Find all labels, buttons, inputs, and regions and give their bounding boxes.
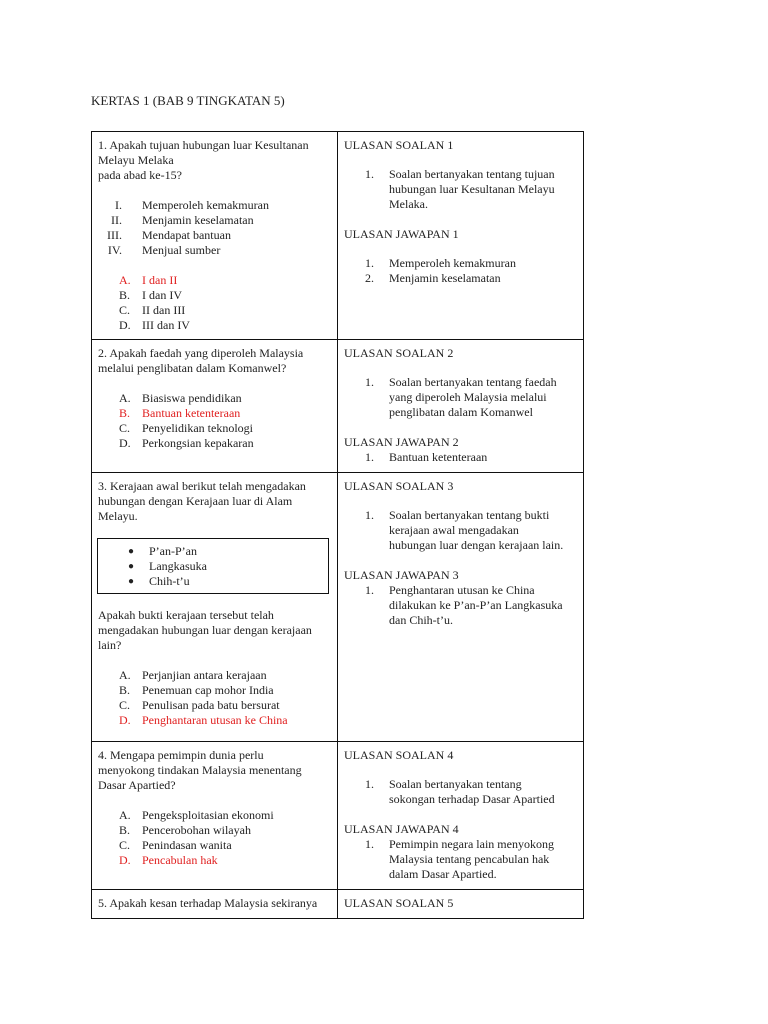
option-text: Penyelidikan teknologi: [142, 421, 253, 435]
option-text: Pengeksploitasian ekonomi: [142, 808, 274, 822]
question-stem: 2. Apakah faedah yang diperoleh Malaysia: [98, 346, 304, 360]
roman-numeral: III.: [107, 228, 122, 242]
list-number: 1.: [365, 583, 374, 597]
review-text: Soalan bertanyakan tentang: [389, 777, 522, 791]
answer-option-correct: [98, 853, 331, 868]
option-text: Pencabulan hak: [142, 853, 218, 867]
review-question-list: [344, 375, 577, 420]
review-text: hubungan luar dengan kerajaan lain.: [389, 538, 564, 552]
roman-item: [98, 213, 331, 228]
option-text: Perkongsian kepakaran: [142, 436, 254, 450]
answer-option: [98, 683, 331, 698]
bullet-text: P’an-P’an: [149, 544, 197, 558]
review-cell-4: [338, 742, 584, 890]
review-cell-2: [338, 340, 584, 473]
option-text: III dan IV: [142, 318, 190, 332]
option-letter: D.: [119, 853, 131, 867]
review-text: Malaysia tentang pencabulan hak: [389, 852, 550, 866]
option-text: Penemuan cap mohor India: [142, 683, 274, 697]
review-text: sokongan terhadap Dasar Apartied: [389, 792, 555, 806]
list-number: 1.: [365, 375, 374, 389]
question-stem: 5. Apakah kesan terhadap Malaysia sekiranya: [98, 896, 318, 910]
review-question-title: ULASAN SOALAN 4: [344, 748, 454, 762]
review-text: kerajaan awal mengadakan: [389, 523, 519, 537]
roman-text: Mendapat bantuan: [142, 228, 231, 242]
question-stem: Melayu.: [98, 509, 138, 523]
review-answer-list: [344, 450, 577, 465]
option-letter: B.: [119, 288, 131, 302]
review-text: dalam Dasar Apartied.: [389, 867, 497, 881]
bullet-item: [98, 559, 328, 574]
review-item: [344, 508, 577, 553]
review-item: [344, 167, 577, 212]
review-answer-title: ULASAN JAWAPAN 2: [344, 435, 459, 449]
option-text: Penindasan wanita: [142, 838, 232, 852]
review-text: Soalan bertanyakan tentang bukti: [389, 508, 550, 522]
question-row-3: [92, 473, 584, 742]
review-item: [344, 256, 577, 271]
list-number: 1.: [365, 777, 374, 791]
review-text: penglibatan dalam Komanwel: [389, 405, 533, 419]
answer-option: [98, 808, 331, 823]
bullet-item: [98, 544, 328, 559]
roman-numeral: II.: [111, 213, 122, 227]
option-letter: C.: [119, 838, 131, 852]
roman-item: [98, 228, 331, 243]
option-letter: A.: [119, 391, 131, 405]
review-item: [344, 271, 577, 286]
option-letter: B.: [119, 683, 131, 697]
review-item: [344, 837, 577, 882]
list-number: 1.: [365, 450, 374, 464]
review-question-title: ULASAN SOALAN 1: [344, 138, 454, 152]
question-stem: 1. Apakah tujuan hubungan luar Kesultanan: [98, 138, 309, 152]
option-text: Bantuan ketenteraan: [142, 406, 241, 420]
question-stem: lain?: [98, 638, 122, 652]
option-letter: D.: [119, 713, 131, 727]
review-item: [344, 777, 577, 807]
question-cell-5: [92, 890, 338, 919]
review-answer-title: ULASAN JAWAPAN 4: [344, 822, 459, 836]
list-number: 1.: [365, 256, 374, 270]
roman-item: [98, 198, 331, 213]
review-text: Menjamin keselamatan: [389, 271, 501, 285]
option-letter: B.: [119, 406, 131, 420]
bullet-icon: ●: [128, 546, 135, 557]
answer-option: [98, 318, 331, 333]
review-cell-3: [338, 473, 584, 742]
question-stem: Apakah bukti kerajaan tersebut telah: [98, 608, 274, 622]
review-answer-list: [344, 256, 577, 286]
answer-option: [98, 303, 331, 318]
review-cell-5: [338, 890, 584, 919]
option-letter: A.: [119, 668, 131, 682]
option-text: Penulisan pada batu bersurat: [142, 698, 280, 712]
review-text: yang diperoleh Malaysia melalui: [389, 390, 547, 404]
roman-text: Memperoleh kemakmuran: [142, 198, 269, 212]
review-text: dilakukan ke P’an-P’an Langkasuka: [389, 598, 563, 612]
question-cell-4: [92, 742, 338, 890]
option-letter: D.: [119, 436, 131, 450]
bullet-item: [98, 574, 328, 589]
option-text: II dan III: [142, 303, 186, 317]
answer-option: [98, 698, 331, 713]
question-stem: mengadakan hubungan luar dengan kerajaan: [98, 623, 312, 637]
answer-options: [98, 391, 331, 451]
option-text: Perjanjian antara kerajaan: [142, 668, 267, 682]
answer-option: [98, 436, 331, 451]
review-text: hubungan luar Kesultanan Melayu: [389, 182, 555, 196]
review-question-title: ULASAN SOALAN 3: [344, 479, 454, 493]
list-number: 1.: [365, 167, 374, 181]
option-text: Biasiswa pendidikan: [142, 391, 242, 405]
review-question-title: ULASAN SOALAN 2: [344, 346, 454, 360]
roman-item: [98, 243, 331, 258]
answer-option-correct: [98, 406, 331, 421]
review-item: [344, 583, 577, 628]
option-letter: A.: [119, 808, 131, 822]
question-stem: hubungan dengan Kerajaan luar di Alam: [98, 494, 293, 508]
option-letter: C.: [119, 303, 131, 317]
answer-option: [98, 668, 331, 683]
question-stem: 4. Mengapa pemimpin dunia perlu: [98, 748, 264, 762]
review-question-title: ULASAN SOALAN 5: [344, 896, 454, 910]
bullet-icon: ●: [128, 576, 135, 587]
option-letter: D.: [119, 318, 131, 332]
answer-option: [98, 421, 331, 436]
answer-option: [98, 288, 331, 303]
page-title: KERTAS 1 (BAB 9 TINGKATAN 5): [91, 93, 285, 108]
answer-option-correct: [98, 273, 331, 288]
question-row-5: [92, 890, 584, 919]
roman-numeral: IV.: [107, 243, 122, 257]
review-question-list: [344, 777, 577, 807]
question-stem: melalui penglibatan dalam Komanwel?: [98, 361, 287, 375]
answer-option-correct: [98, 713, 331, 728]
option-text: I dan II: [142, 273, 178, 287]
review-text: Melaka.: [389, 197, 428, 211]
answer-options: [98, 668, 331, 728]
option-letter: B.: [119, 823, 131, 837]
question-stem: 3. Kerajaan awal berikut telah mengadakan: [98, 479, 306, 493]
review-text: Soalan bertanyakan tentang faedah: [389, 375, 557, 389]
option-letter: C.: [119, 421, 131, 435]
question-stem: menyokong tindakan Malaysia menentang: [98, 763, 302, 777]
review-text: Pemimpin negara lain menyokong: [389, 837, 554, 851]
roman-numeral: I.: [115, 198, 122, 212]
answer-option: [98, 823, 331, 838]
option-letter: A.: [119, 273, 131, 287]
bullet-text: Chih-t’u: [149, 574, 190, 588]
review-text: dan Chih-t’u.: [389, 613, 453, 627]
question-row-4: [92, 742, 584, 890]
review-text: Bantuan ketenteraan: [389, 450, 488, 464]
option-text: Penghantaran utusan ke China: [142, 713, 288, 727]
question-cell-1: [92, 132, 338, 340]
question-stem: pada abad ke-15?: [98, 168, 182, 182]
review-text: Penghantaran utusan ke China: [389, 583, 535, 597]
roman-list: [98, 198, 331, 258]
bullet-text: Langkasuka: [149, 559, 207, 573]
bullet-icon: ●: [128, 561, 135, 572]
question-row-1: [92, 132, 584, 340]
review-answer-title: ULASAN JAWAPAN 1: [344, 227, 459, 241]
review-answer-list: [344, 583, 577, 628]
review-answer-list: [344, 837, 577, 882]
review-item: [344, 450, 577, 465]
option-text: Pencerobohan wilayah: [142, 823, 251, 837]
answer-option: [98, 391, 331, 406]
review-question-list: [344, 167, 577, 212]
list-number: 1.: [365, 837, 374, 851]
review-question-list: [344, 508, 577, 553]
review-cell-1: [338, 132, 584, 340]
review-answer-title: ULASAN JAWAPAN 3: [344, 568, 459, 582]
question-stem: Melayu Melaka: [98, 153, 174, 167]
review-item: [344, 375, 577, 420]
question-row-2: [92, 340, 584, 473]
answer-options: [98, 273, 331, 333]
roman-text: Menjamin keselamatan: [142, 213, 254, 227]
review-text: Soalan bertanyakan tentang tujuan: [389, 167, 555, 181]
review-text: Memperoleh kemakmuran: [389, 256, 516, 270]
question-table: [91, 131, 584, 919]
question-cell-3: [92, 473, 338, 742]
question-stem: Dasar Apartied?: [98, 778, 176, 792]
list-number: 1.: [365, 508, 374, 522]
answer-options: [98, 808, 331, 868]
question-cell-2: [92, 340, 338, 473]
list-number: 2.: [365, 271, 374, 285]
kingdom-box: [97, 538, 329, 594]
option-letter: C.: [119, 698, 131, 712]
option-text: I dan IV: [142, 288, 182, 302]
answer-option: [98, 838, 331, 853]
roman-text: Menjual sumber: [142, 243, 221, 257]
